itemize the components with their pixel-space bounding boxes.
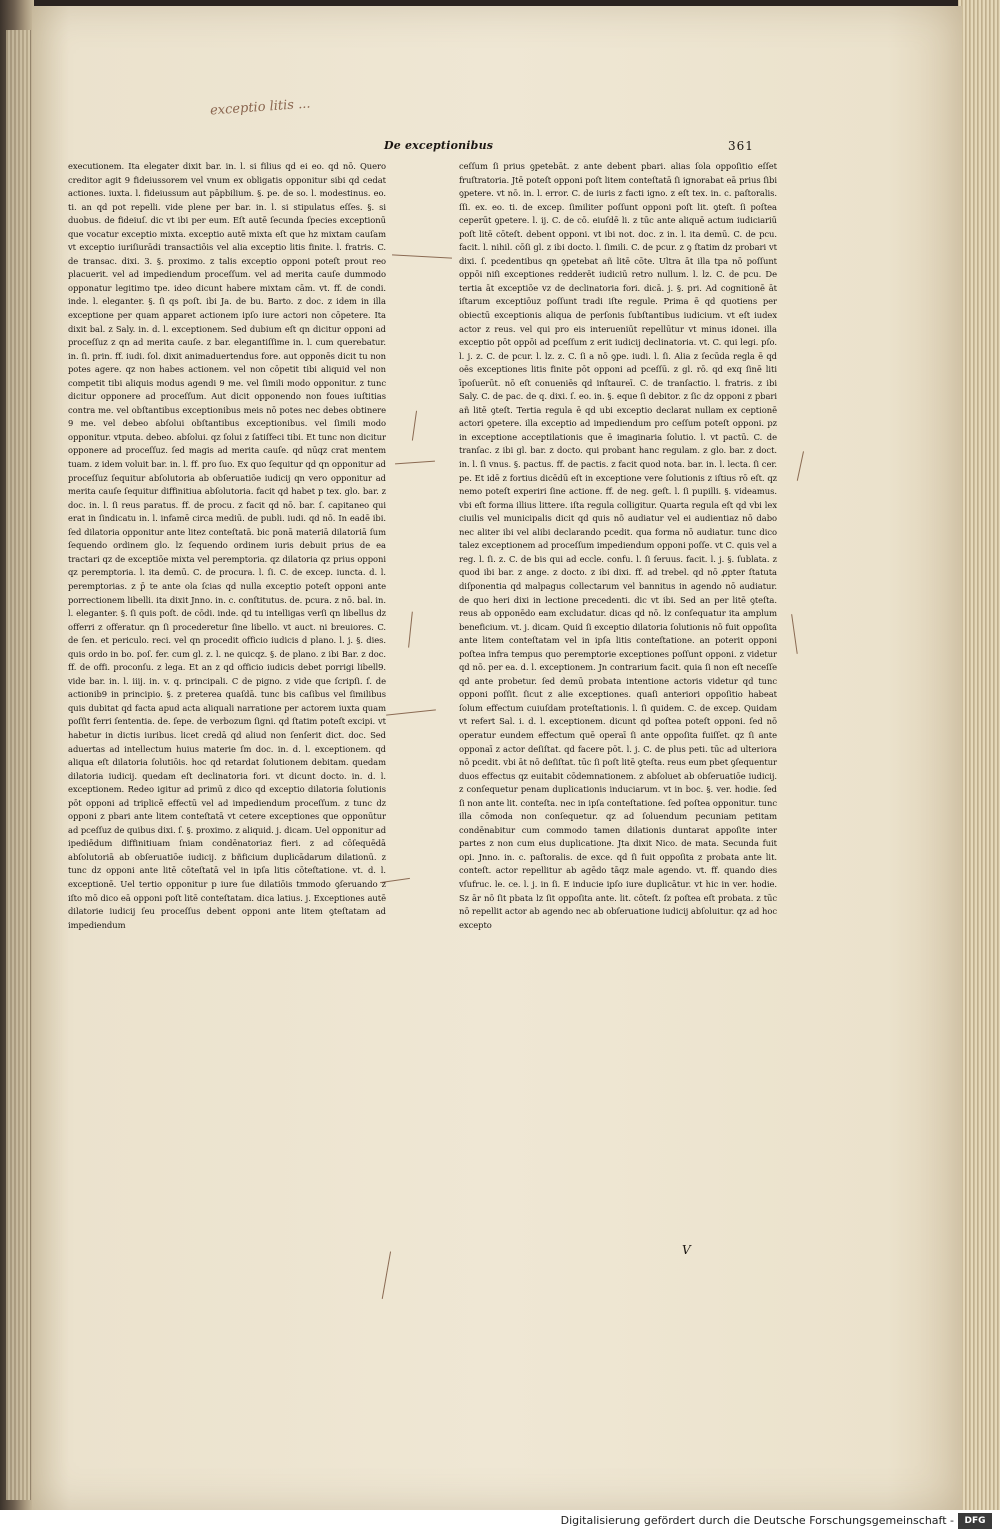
folio-number: 361 bbox=[728, 139, 754, 153]
dfg-logo: DFG bbox=[958, 1513, 992, 1529]
running-head: De exceptionibus bbox=[384, 139, 494, 152]
footer-credit: Digitalisierung gefördert durch die Deutsche Forschungsgemeinschaft - bbox=[560, 1514, 954, 1527]
signature-mark: V bbox=[682, 1243, 691, 1257]
handwritten-note: exceptio litis ... bbox=[209, 96, 311, 119]
text-column-left: executionem. Ita elegater dixit bar. in. l. si filius qd ei eo. qd nō. Quero creditor agit 9 fideiussorem vel vnum ex obligatis opponitur sibi qd cedat actiones. iuxta. l. fideiussum aut pāpbilium. §. pe. de so. l. modestinus. eo. ti. an qd pot repelli. vide plene per bar. in. l. si stipulatus eſſes. §. si duobus. de fideiuſ. dic vt ibi per eum. Eſt autē ſecunda ſpecies exceptionū que vocatur exceptio mixta. exceptio autē mixta eſt que hz mixtam cauſam vt exceptio iuriſiurādi transactiōis vel alia exceptio litis finite. l. fratris. C. de transac. dixi. 3. §. proximo. z talis exceptio opponi poteſt prout reo placuerit. vel ad impediendum proceſſum. vel ad merita cauſe dummodo opponatur legitimo tpe. ideo dicunt habere mixtam cām. vt. ff. de condi. inde. l. eleganter. §. ſi qs poſt. ibi Ja. de bu. Barto. z doc. z idem in illa exceptione per quam apparet actionem ipſo iure actori non cōpetere. Ita dixit bal. z Saly. in. d. l. exceptionem. Sed dubium eſt qn dicitur opponi ad proceſſuz z qn ad merita cauſe. z bar. elegantiſſime in. l. cum querebatur. in. ſi. prin. ff. iudi. ſol. dixit animaduertendus fore. aut opponēs dicit tu non potes agere. qz non habes actionem. vel non cōpetit tibi aliquid vel non competit tibi aliquis modus agendi 9 me. vel ſimili modo opponitur. z tunc dicitur opponere ad proceſſum. Aut dicit opponendo non foues iuſtitias contra me. vel obſtantibus exceptionibus meis nō potes nec debes obtinere 9 me. vel debeo abſolui obſtantibus exceptionibus. vel ſimili modo opponitur. vtputa. debeo. abſolui. qz ſolui z ſatiſfeci tibi. Et tunc non dicitur opponere ad proceſſuz. ſed magis ad merita cauſe. qd nūqz crat mentem tuam. z idem voluit bar. in. l. ff. pro ſuo. Ex quo ſequitur qd qn opponitur ad proceſſuz ſequitur abſolutoria ab obſeruatiōe iudicij qn vero opponitur ad merita cauſe ſequitur diffinitiua abſolutoria. facit qd habet p tex. glo. bar. z doc. in. l. ſi reus paratus. ff. de procu. z facit qd nō. bar. ſ. capitaneo qui erat in ſindicatu in. l. infamē circa mediū. de publi. iudi. qd nō. In eadē ibi. ſed dilatoria opponitur ante litez conteſtatā. bic ponā materiā dilatoriā ſum ſequendo ordinem glo. lz ſequendo ordinem iuris debuit prius de ea tractari qz de exceptiōe mixta vel peremptoria. qz dilatoria qz prius opponi qz peremptoria. l. ita demū. C. de procura. l. ſi. C. de excep. iuncta. d. l. peremptorias. z p̄ te ante ola ſcias qd nulla exceptio poteſt opponi ante porrectionem libelli. ita dixit Jnno. in. c. conſtitutus. de. pcura. z nō. bal. in. l. eleganter. §. ſi quis poſt. de cōdi. inde. qd tu intelligas verſi qn libellus dz offerri z offeratur. qn ſi procederetur ſine libello. vt auct. ni breuiores. C. de ſen. et periculo. reci. vel qn procedit officio iudicis d plano. l. j. §. dies. quis ordo in bo. poſ. fer. cum gl. z. l. ne quicqz. §. de plano. z ibi Bar. z doc. ff. de offi. proconſu. z lega. Et an z qd officio iudicis debet porrigi libell9. vide bar. in. l. iiij. in. v. q. principali. C de pigno. z vide que ſcripſi. ſ. de actionib9 in principio. §. z preterea quaſdā. tunc bis caſibus vel ſimilibus quis dubitat qd facta apud acta aliquali narratione per actorem iuxta quam poſſit ferri ſententia. de. ſepe. de verbozum ſigni. qd ſtatim poteſt excipi. vt habetur in dictis iuribus. licet credā qd aliud non ſenſerit dict. doc. Sed aduertas ad intellectum huius materie ſm doc. in. d. l. exceptionem. qd aliqua eſt dilatoria ſolutiōis. hoc qd retardat ſolutionem debitam. quedam dilatoria iudicij. quedam eſt declinatoria fori. vt dicunt docto. in. d. l. exceptionem. Redeo igitur ad primū z dico qd exceptio dilatoria ſolutionis pōt opponi ad triplicē effectū vel ad impediendum proceſſum. z tunc dz opponi z pbari ante litem conteſtatā vt cetere exceptiones que opponūtur ad pceſſuz de quibus dixi. ſ. §. proximo. z aliquid. j. dicam. Uel opponitur ad ipediēdum diffinitiuam ſniam condēnatoriaz fieri. z ad cōſequēdā abſolutoriā ab obſeruatiōe iudicij. z bñficium duplicādarum dilationū. z tunc dz opponi ante litē cōteſtatā vel in ipſa litis cōteſtatione. vt. d. l. exceptionē. Uel tertio opponitur p iure ſue dilatiōis tmmodo ꝯſeruando z iſto mō dico eā opponi poſt litē conteſtatam. dica latius. j. Exceptiones autē dilatorie iudicij ſeu proceſſus debent opponi ante litem ꝯteſtatam ad impediendum bbox=[68, 161, 387, 930]
text-column-right: ceſſum ſi prius ꝯpetebāt. z ante debent pbari. alias ſola oppoſitio eſſet fruſtratoria. Jtē poteſt opponi poſt litem conteſtatā ſi ignorabat eā prius ſibi ꝯpetere. vt nō. in. l. error. C. de iuris z facti igno. z eſt tex. in. c. paſtoralis. ſſi. ex. eo. ti. de excep. ſimiliter poſſunt opponi poſt lit. ꝯteſt. ſi poſtea ceperūt ꝯpetere. l. ij. C. de cō. eiuſdē li. z tūc ante aliquē actum iudiciariū poſt litē cōteſt. debent opponi. vt ibi not. doc. z in. l. ita demū. C. de pcu. facit. l. nihil. cōſi gl. z ibi docto. l. ſimili. C. de pcur. z ꝯ ſtatim dz probari vt dixi. ſ. pcedentibus qn ꝯpetebat añ litē cōte. Ultra āt illa tpa nō poſſunt oppōi niſi exceptiones redderēt iudiciū retro nullum. l. lz. C. de pcu. De tertia āt exceptiōe vz de declinatoria fori. dicā. j. §. pri. Ad cognitionē āt iſtarum exceptiōuz poſſunt tradi iſte regule. Prima ē qd quotiens per obiectū exceptionis aliqua de perſonis ſubſtantibus iudicium. vt eſt iudex actor z reus. vel qui pro eis interueniūt repellūtur vt minus idonei. illa exceptio pōt oppōi ad pceſſum z erit iudicij declinatoria. vt. C. qui legi. pſo. l. j. z. C. de pcur. l. lz. z. C. ſi a nō ꝯpe. iudi. l. ſi. Alia z ſecūda regla ē qd oēs exceptiones litis finite pōt opponi ad pceſſū. z gl. rō. qd exq ſinē liti īpoſuerūt. nō eſt conueniēs qd inſtaureī. C. de tranſactio. l. fratris. z ibi Saly. C. de pac. de q. dixi. ſ. eo. in. §. eque ſi debitor. z ſic dz opponi z pbari añ litē ꝯteſt. Tertia regula ē qd ubi exceptio declarat nullam ex ceptionē actori ꝯpetere. illa exceptio ad impediendum pro ceſſum poteſt opponi. pz in exceptione acceptilationis que ē imaginaria ſolutio. l. vt pactū. C. de tranſac. z ibi gl. bar. z docto. qui probant hanc regulam. z glo. bar. z doct. in. l. ſi vnus. §. pactus. ff. de pactis. z facit quod nota. bar. in. l. lecta. ſi cer. pe. Et idē z fortius dicēdū eſt in exceptione vere ſolutionis z iſtius rō eſt. qz nemo poteſt experiri ſine actione. ff. de neg. geſt. l. ſi pupilli. §. videamus. vbi eſt forma illius littere. iſta regula colligitur. Quarta regula eſt qd vbi lex ciuilis vel municipalis dicit qd quis nō audiatur vel ei audientiaz nō dabo nec aliter ibi vel alibi declarando pcedit. qua forma nō audiatur. tunc dico talez exceptionem ad proceſſum impediendum opponi poſſe. vt C. quis vel a reg. l. ſi. z. C. de bis qui ad eccle. confu. l. ſi ſeruus. facit. l. j. §. ſublata. z quod ibi bar. z ange. z docto. z ibi dixi. ff. ad trebel. qd nō ꝓpter ſtatuta diſponentia qd malpagus collectarum vel bannitus in agendo nō audiatur. de quo heri dixi in lectione precedenti. dic vt ibi. Sed an per litē ꝯteſta. reus ab opponēdo eam excludatur. dicas qd nō. lz conſequatur ita amplum beneficium. vt. j. dicam. Quid ſi exceptio dilatoria ſolutionis nō fuit oppoſita ante litem conteſtatam vel in ipſa litis conteſtatione. an poterit opponi poſtea infra tempus quo peremptorie exceptiones poſſunt opponi. z videtur qd nō. per ea. d. l. exceptionem. Jn contrarium facit. quia ſi non eſt neceſſe qd ante probetur. ſed demū probata intentione actoris videtur qd tunc opponi poſſit. ſicut z alie exceptiones. quaſi anteriori oppoſitio habeat ſolum effectum cuiuſdam proteſtationis. l. ſi quidem. C. de excep. Quidam vt refert Sal. i. d. l. exceptionem. dicunt qd poſtea poteſt opponi. ſed nō operatur eundem effectum quē operaī ſi ante oppoſita fuiſſet. qz ſi ante opponaī z actor deſiſtat. qd facere pōt. l. j. C. de plus peti. tūc ad ulteriora nō pcedit. vbi āt nō deſiſtat. tūc ſi poſt litē ꝯteſta. reus eum pbet ꝯſequentur duos effectus qz euitabit cōdemnationem. z abſoluet ab obſeruatiōe iudicij. z conſequetur penam duplicationis induciarum. vt in boc. §. ver. hodie. ſed ſi non ante lit. conteſta. nec in ipſa conteſtatione. ſed poſtea opponitur. tunc illa cōmoda non conſequetur. qz ad ſoluendum pecuniam petitam condēnabitur cum commodo tamen dilationis duntarat appoſite inter partes z non cum eius duplicatione. Jta dixit Nico. de mata. Secunda fuit opi. Jnno. in. c. paſtoralis. de exce. qd ſi fuit oppoſita z probata ante lit. conteſt. actor repellitur ab agēdo tāqz male agendo. vt. ff. quando dies vſufruc. le. ce. l. j. in ſi. E inducie ipſo iure duplicātur. vt hic in ver. hodie. Sz ār nō ſit pbata lz ſit oppoſita ante. lit. cōteſt. ſz poſtea eſt probata. z tūc nō repellit actor ab agendo nec ab obſeruatione iudicij abſoluitur. qz ad hoc excepto bbox=[459, 161, 777, 930]
page-leaves bbox=[6, 30, 31, 1500]
book-binding-edge bbox=[0, 0, 34, 1510]
book-fore-edge bbox=[958, 0, 1000, 1510]
